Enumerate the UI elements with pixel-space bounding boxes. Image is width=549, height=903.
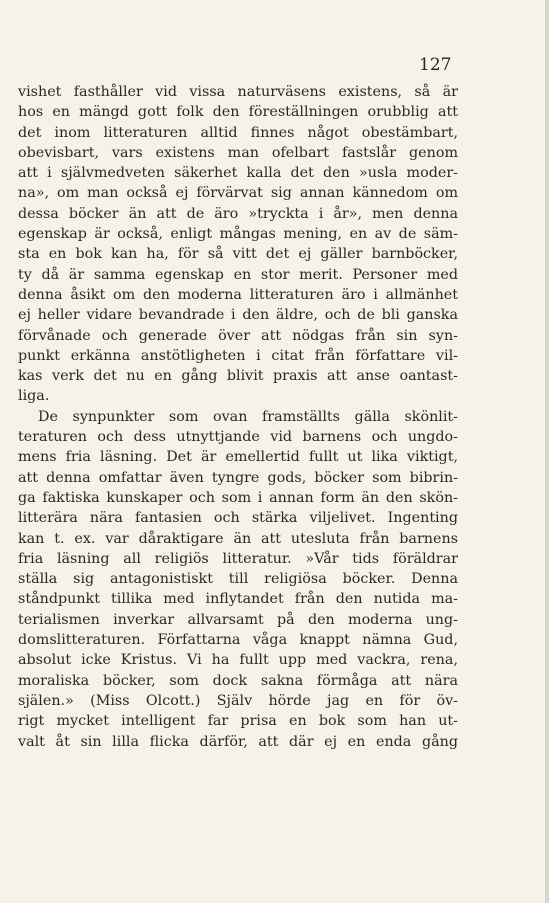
text-line: hos en mängd gott folk den föreställningen orubblig att: [18, 104, 458, 121]
text-line: kan t. ex. var dåraktigare än att utesluta från barnens: [18, 530, 458, 547]
text-line: domslitteraturen. Författarna våga knappt nämna Gud,: [18, 632, 458, 649]
page-edge: [545, 0, 549, 903]
text-line: kas verk det nu en gång blivit praxis att anse oantast-: [18, 368, 458, 385]
text-line: denna åsikt om den moderna litteraturen äro i allmänhet: [18, 286, 458, 303]
text-line: liga.: [18, 388, 50, 405]
text-line: litterära nära fantasien och stärka viljelivet. Ingenting: [18, 510, 458, 527]
text-line: punkt erkänna anstötligheten i citat från författare vil-: [18, 347, 458, 364]
text-line: valt åt sin lilla flicka därför, att där ej en enda gång: [18, 733, 458, 750]
text-line: absolut icke Kristus. Vi ha fullt upp med vackra, rena,: [18, 652, 458, 669]
text-line: förvånade och generade över att nödgas från sin syn-: [18, 327, 458, 344]
text-line: ej heller vidare bevandrade i den äldre, och de bli ganska: [18, 307, 458, 324]
text-line: det inom litteraturen alltid finnes något obestämbart,: [18, 124, 458, 141]
text-line: na», om man också ej förvärvat sig annan kännedom om: [18, 185, 458, 202]
text-line: vishet fasthåller vid vissa naturväsens existens, så är: [18, 84, 458, 100]
text-line: att i självmedveten säkerhet kalla det den »usla moder-: [18, 165, 458, 182]
text-line: att denna omfattar även tyngre gods, böcker som bibrin-: [18, 469, 458, 486]
text-line: ga faktiska kunskaper och som i annan form än den skön-: [18, 489, 458, 506]
text-line: själen.» (Miss Olcott.) Själv hörde jag en för öv-: [18, 692, 458, 709]
text-line: terialismen inverkar allvarsamt på den moderna ung-: [18, 611, 458, 628]
text-line: rigt mycket intelligent far prisa en bok som han ut-: [18, 713, 458, 730]
text-line: ty då är samma egenskap en stor merit. Personer med: [18, 266, 458, 283]
page-number: 127: [419, 55, 452, 75]
text-line: fria läsning all religiös litteratur. »Vår tids föräldrar: [18, 550, 458, 567]
text-line: ståndpunkt tillika med inflytandet från den nutida ma-: [18, 591, 458, 608]
body-text: [18, 82, 458, 752]
text-line: mens fria läsning. Det är emellertid fullt ut lika viktigt,: [18, 449, 458, 466]
text-line: sta en bok kan ha, för så vitt det ej gäller barnböcker,: [18, 246, 458, 263]
text-line: egenskap är också, enligt mångas mening, en av de säm-: [18, 226, 458, 243]
text-line: teraturen och dess utnyttjande vid barnens och ungdo-: [18, 429, 458, 446]
text-line: ställa sig antagonistiskt till religiösa böcker. Denna: [18, 571, 458, 588]
text-line: moraliska böcker, som dock sakna förmåga att nära: [18, 672, 458, 689]
text-line: dessa böcker än att de äro »tryckta i år», men denna: [18, 205, 458, 222]
text-line: obevisbart, vars existens man ofelbart fastslår genom: [18, 144, 458, 161]
text-line: De synpunkter som ovan framställts gälla skönlit-: [38, 408, 458, 425]
